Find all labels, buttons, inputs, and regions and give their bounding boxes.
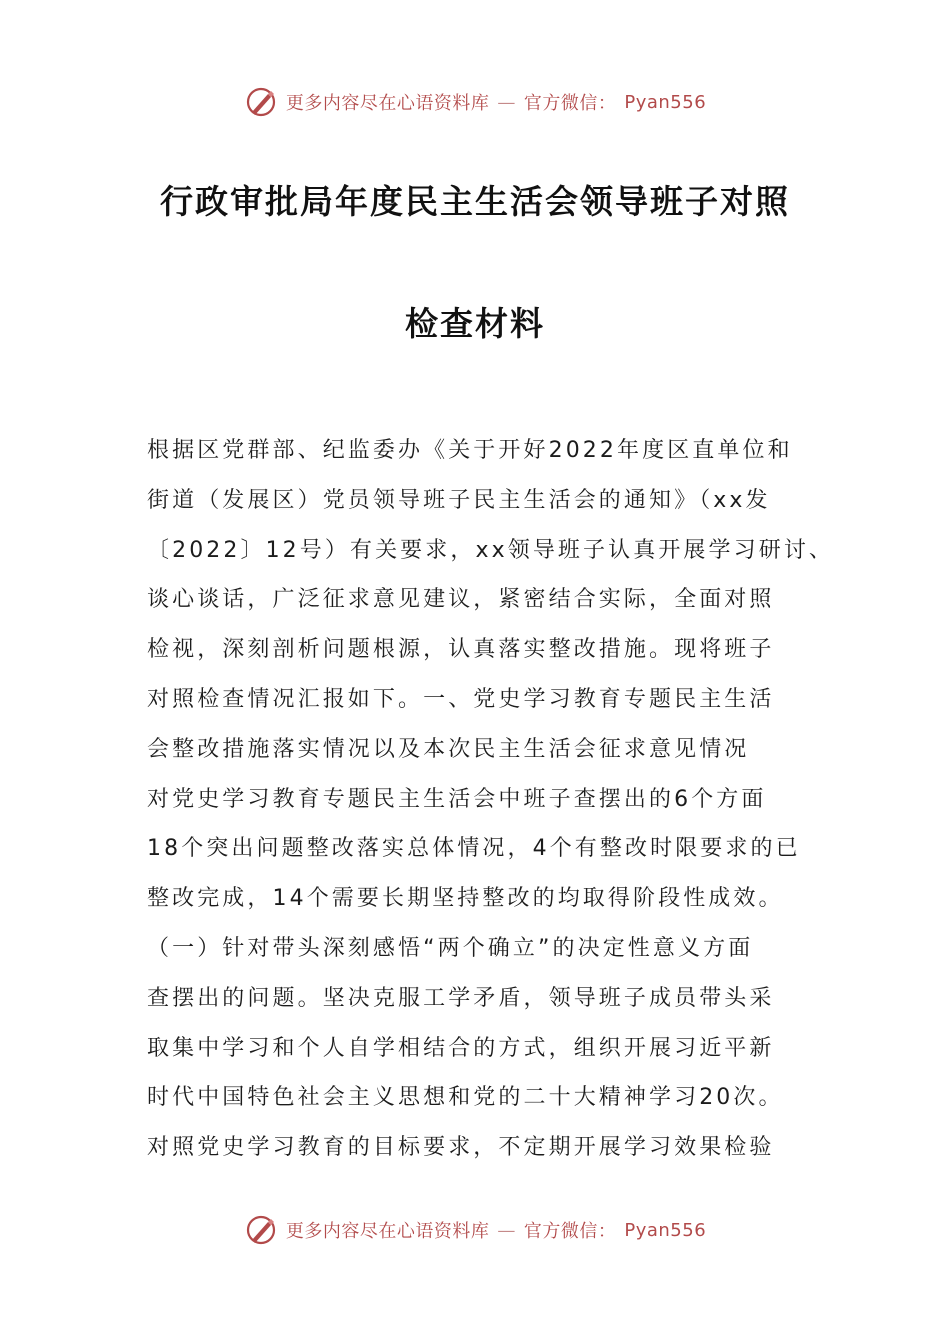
body-line: 18个突出问题整改落实总体情况，4个有整改时限要求的已	[147, 836, 801, 862]
watermark-wechat-id: Pyan556	[624, 91, 707, 113]
body-line: 对照党史学习教育的目标要求，不定期开展学习效果检验	[147, 1135, 775, 1161]
body-line: 街道（发展区）党员领导班子民主生活会的通知》（xx发	[147, 487, 771, 513]
watermark-separator: —	[497, 1219, 516, 1241]
document-title-line-1: 行政审批局年度民主生活会领导班子对照	[160, 182, 790, 221]
footer-watermark	[0, 1210, 950, 1250]
body-line: 时代中国特色社会主义思想和党的二十大精神学习20次。	[147, 1085, 784, 1111]
pen-logo-icon	[244, 1213, 278, 1247]
watermark-label: 官方微信：	[523, 93, 617, 114]
body-line: （一）针对带头深刻感悟“两个确立”的决定性意义方面	[147, 935, 754, 961]
document-title-line-2: 检查材料	[405, 304, 545, 343]
body-line: 〔2022〕12号）有关要求，xx领导班子认真开展学习研讨、	[147, 537, 835, 563]
body-line: 检视，深刻剖析问题根源，认真落实整改措施。现将班子	[147, 637, 775, 663]
watermark-text: 更多内容尽在心语资料库	[285, 93, 490, 114]
body-line: 谈心谈话，广泛征求意见建议，紧密结合实际，全面对照	[147, 587, 775, 613]
pen-logo-icon	[244, 85, 278, 119]
body-line: 取集中学习和个人自学相结合的方式，组织开展习近平新	[147, 1035, 775, 1061]
body-line: 整改完成，14个需要长期坚持整改的均取得阶段性成效。	[147, 886, 784, 912]
body-line: 对党史学习教育专题民主生活会中班子查摆出的6个方面	[147, 786, 767, 812]
document-body	[147, 426, 835, 1173]
watermark-separator: —	[497, 91, 516, 113]
body-line: 会整改措施落实情况以及本次民主生活会征求意见情况	[147, 736, 750, 762]
watermark-label: 官方微信：	[523, 1221, 617, 1242]
watermark-text: 更多内容尽在心语资料库	[285, 1221, 490, 1242]
body-line: 查摆出的问题。坚决克服工学矛盾，领导班子成员带头采	[147, 985, 775, 1011]
body-line: 对照检查情况汇报如下。一、党史学习教育专题民主生活	[147, 686, 775, 712]
watermark-wechat-id: Pyan556	[624, 1219, 707, 1241]
body-line: 根据区党群部、纪监委办《关于开好2022年度区直单位和	[147, 438, 793, 463]
header-watermark	[0, 82, 950, 122]
